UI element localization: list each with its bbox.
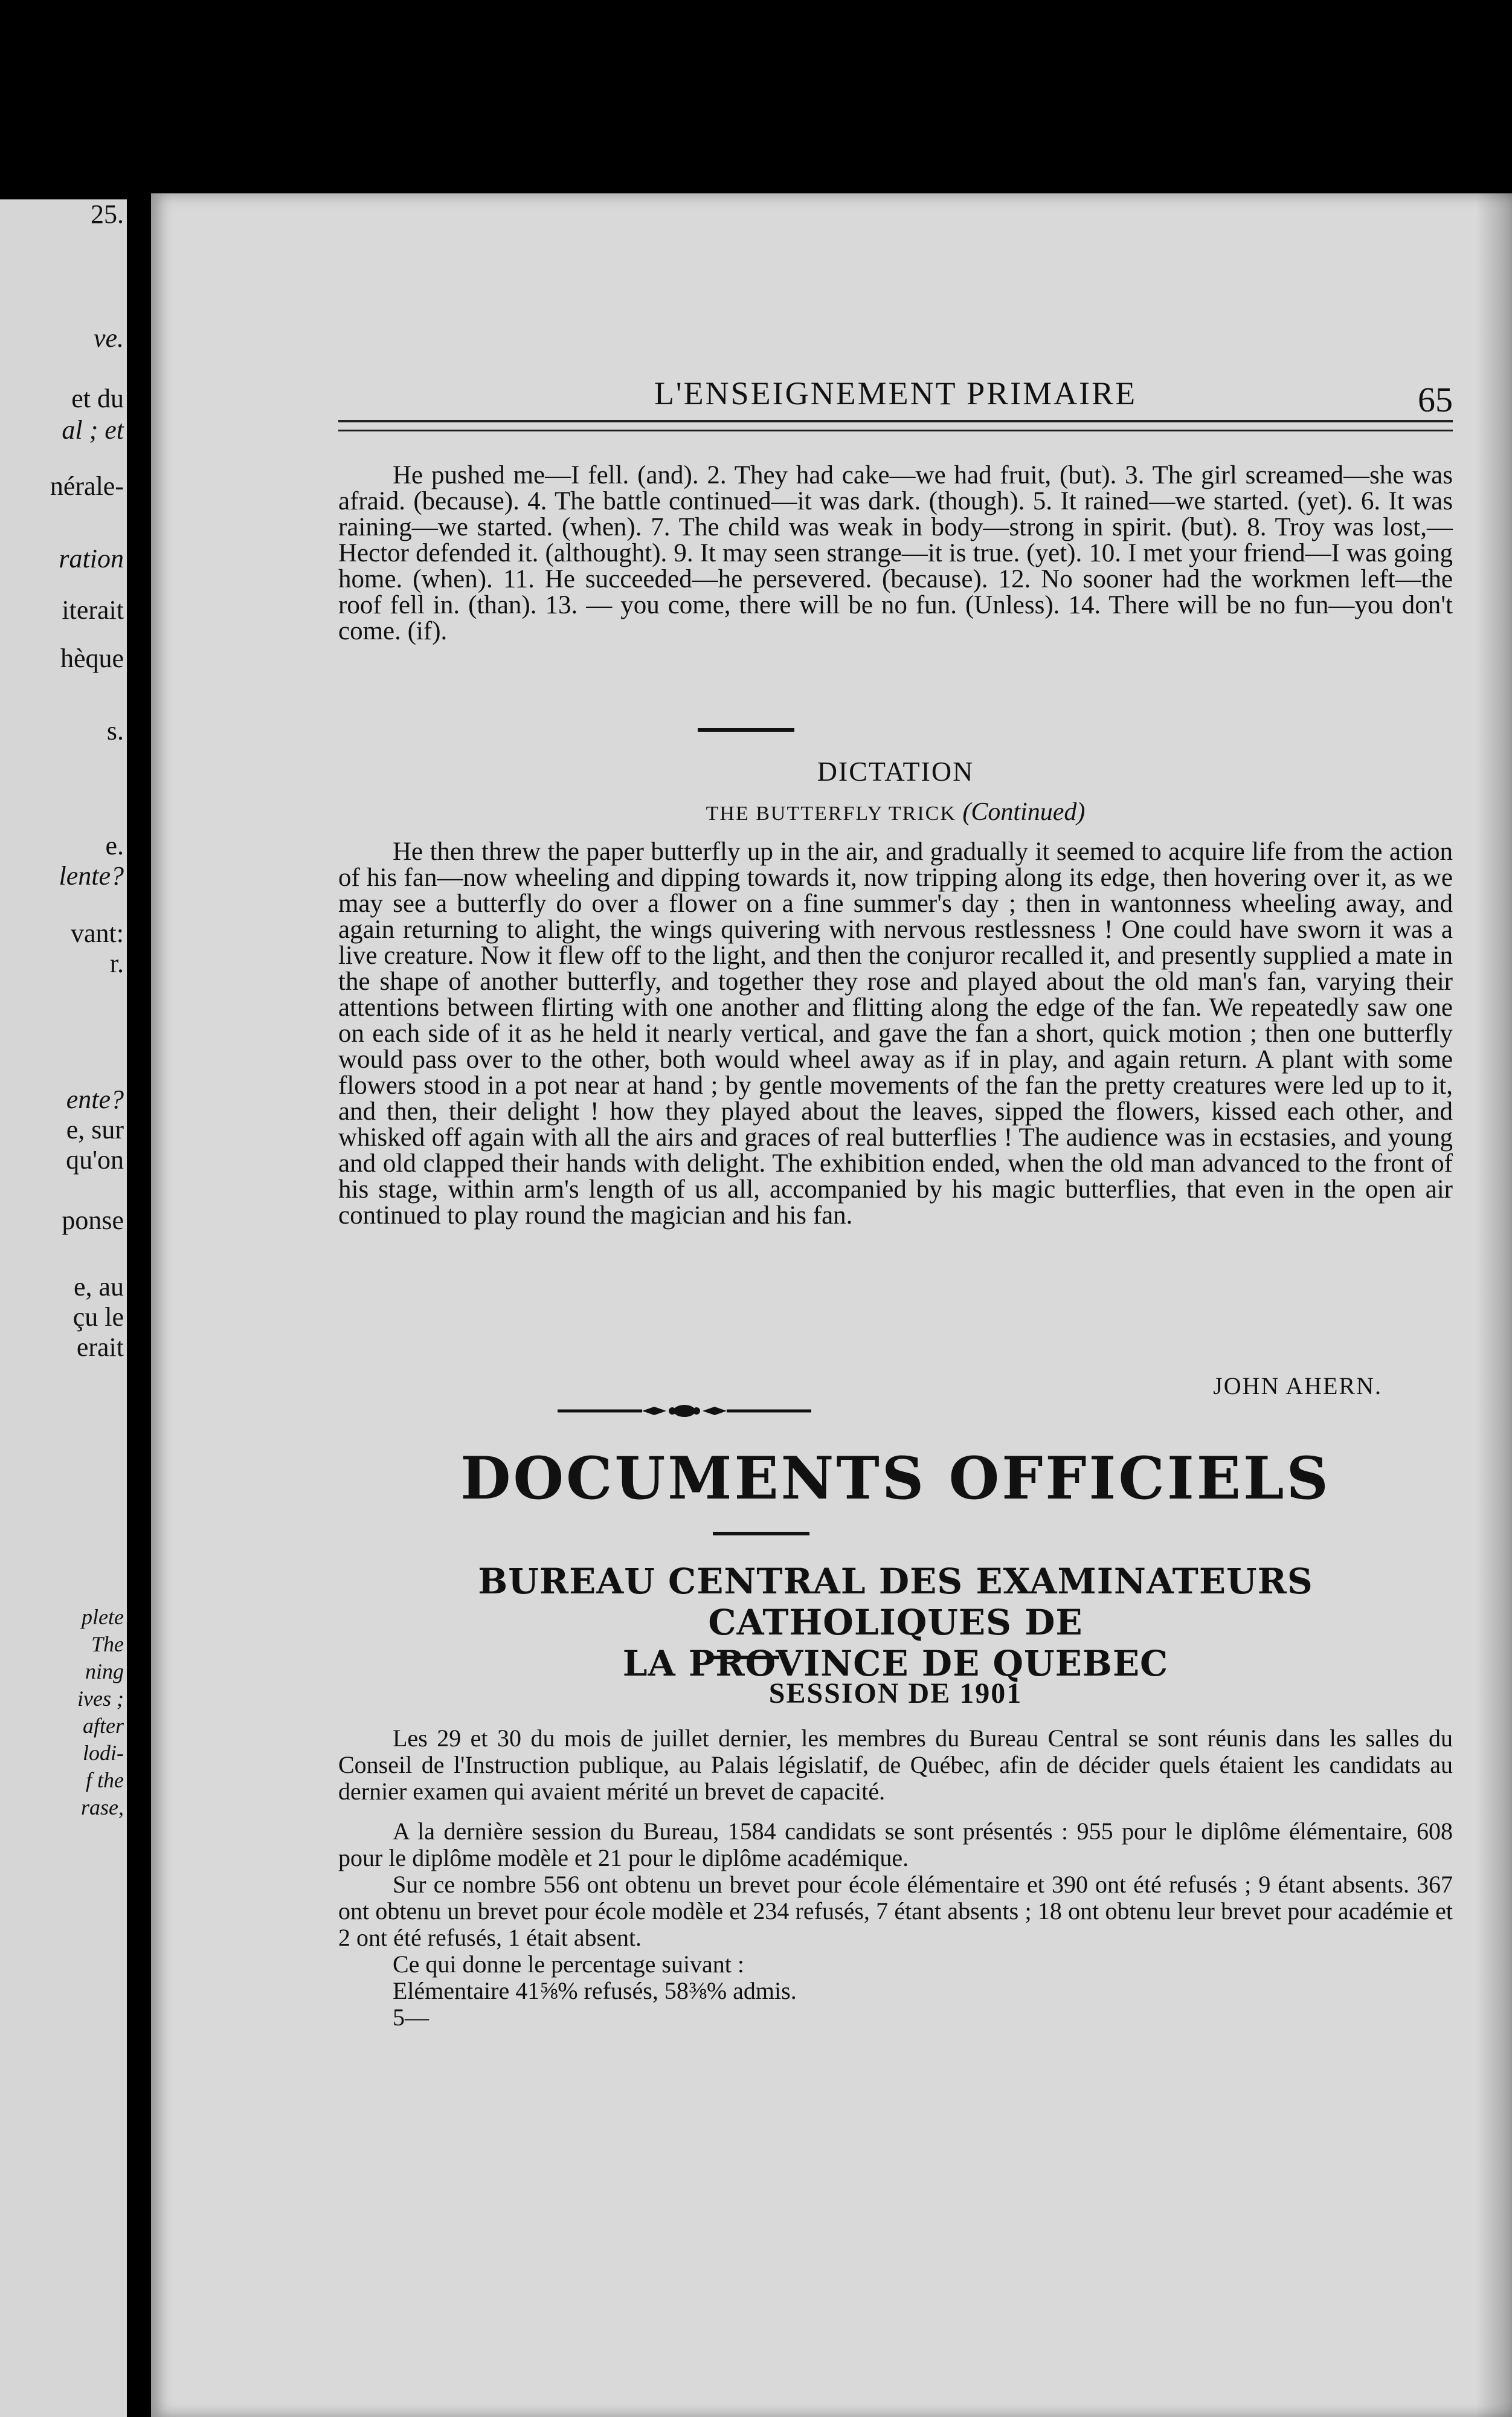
left-page-fragment: plete (82, 1605, 124, 1629)
author-signature: JOHN AHERN. (1213, 1372, 1382, 1399)
bureau-heading (338, 1561, 1453, 1684)
documents-paragraph-3: Sur ce nombre 556 ont obtenu un brevet pour école élémentaire et 390 ont été refusés ; 9 étant absents. 367 ont obtenu un brevet pour école modèle et 234 refusés, 7 étant absents ; 18 ont obtenu leur brevet pour académie et 2 ont été refusés, 1 était absent. (338, 1871, 1453, 1951)
left-page-fragment: ponse (62, 1205, 124, 1235)
separator-rule (698, 728, 794, 732)
left-page-fragment: The (91, 1632, 124, 1656)
documents-body (338, 1725, 1453, 2031)
documents-paragraph-4: Ce qui donne le percentage suivant : (393, 1951, 745, 1978)
left-page-fragment: e, sur (66, 1115, 124, 1144)
exercise-text: He pushed me—I fell. (and). 2. They had cake—we had fruit, (but). 3. The girl screamed—she was afraid. (because). 4. The battle continued—it was dark. (though). 5. It rained—we started. (yet). 6. It was raining—we started. (when). 7. The child was weak in body—strong in spirit. (but). 8. Troy was lost,—Hector defended it. (althought). 9. It may seen strange—it is true. (yet). 10. I met your friend—I was going home. (when). 11. He succeeded—he persevered. (because). 12. No sooner had the workmen left—the roof fell in. (than). 13. — you come, there will be no fun. (Unless). 14. There will be no fun—you don't come. (if). (338, 461, 1453, 645)
section-heading: DOCUMENTS OFFICIELS (460, 1444, 1331, 1512)
main-page (151, 193, 1512, 2417)
documents-paragraph-2: A la dernière session du Bureau, 1584 candidats se sont présentés : 955 pour le diplôme élémentaire, 608 pour le diplôme modèle et 21 pour le diplôme académique. (338, 1818, 1453, 1871)
butterfly-subtitle-text: THE BUTTERFLY TRICK (706, 802, 956, 825)
left-page-fragment: s. (106, 716, 124, 746)
left-page-fragment: ning (85, 1659, 124, 1683)
left-page-fragment: et du (71, 384, 124, 413)
left-page-fragment: iterait (62, 595, 124, 625)
section-heading-wrap (338, 1444, 1453, 1512)
bureau-rule (713, 1656, 779, 1659)
session-heading: SESSION DE 1901 (768, 1677, 1023, 1709)
left-page-fragment: e. (105, 831, 124, 860)
bureau-heading-line1: BUREAU CENTRAL DES EXAMINATEURS CATHOLIQUES DE (478, 1561, 1313, 1643)
left-page-fragment: r. (109, 949, 124, 978)
left-page-fragment: 25. (91, 199, 124, 229)
left-page-fragment: çu le (72, 1302, 124, 1332)
page-header-title: L'ENSEIGNEMENT PRIMAIRE (654, 375, 1137, 411)
left-page-fragment: e, au (73, 1272, 124, 1302)
left-page-edge (0, 199, 127, 2417)
left-page-fragment: vant: (71, 918, 124, 948)
left-page-fragment: erait (76, 1332, 124, 1362)
bureau-heading-line2: LA PROVINCE DE QUEBEC (622, 1643, 1169, 1684)
bureau-heading-wrap (338, 1561, 1453, 1684)
butterfly-subtitle-wrap (338, 798, 1453, 827)
page-number: 65 (1418, 380, 1453, 419)
signature-mark: 5— (393, 2004, 429, 2031)
left-page-fragment: after (83, 1714, 124, 1738)
butterfly-subtitle (706, 798, 1086, 826)
left-page-fragment: f the (86, 1768, 124, 1792)
left-page-fragment: ve. (93, 323, 124, 353)
header-rule (338, 420, 1453, 431)
left-page-fragment: al ; et (62, 415, 124, 445)
left-page-fragment: nérale- (50, 471, 124, 501)
dictation-body: He then threw the paper butterfly up in the air, and gradually it seemed to acquire life from the action of his fan—now wheeling and dipping towards it, now tripping along its edge, then hovering over it, as we may see a butterfly do over a flower on a fine summer's day ; then in wantonness wheeling away, and again returning to alight, the wings quivering with nervous restlessness ! One could have sworn it was a live creature. Now it flew off to the light, and then the conjuror recalled it, and presently supplied a mate in the shape of another butterfly, and together they rose and played about the old man's fan, varying their attentions between flirting with one another and flitting along the edge of the fan. We repeatedly saw one on each side of it as he held it nearly vertical, and gave the fan a short, quick motion ; then one butterfly would pass over to the other, both would wheel away as if in play, and again return. A plant with some flowers stood in a pot near at hand ; by gentle movements of the fan the pretty creatures were led up to it, and then, their delight ! how they played about the leaves, sipped the flowers, kissed each other, and whisked off again with all the airs and graces of real butterflies ! The audience was in ecstasies, and young and old clapped their hands with delight. The exhibition ended, when the old man advanced to the front of his stage, within arm's length of us all, accompanied by his magic butterflies, that even in the open air continued to play round the magician and his fan. (338, 837, 1453, 1230)
left-page-fragment: ente? (66, 1085, 124, 1114)
left-page-fragment: lente? (59, 861, 124, 891)
dictation-title-wrap (338, 755, 1453, 787)
butterfly-subtitle-note: (Continued) (962, 798, 1086, 826)
documents-paragraph-1: Les 29 et 30 du mois de juillet dernier, les membres du Bureau Central se sont réunis dans les salles du Conseil de l'Instruction publique, au Palais législatif, de Québec, afin de décider quels étaient les candidats au dernier examen qui avaient mérité un brevet de capacité. (338, 1725, 1453, 1805)
left-page-fragment: lodi- (83, 1741, 124, 1765)
left-page-fragment: ration (59, 544, 124, 573)
documents-paragraph-5: Elémentaire 41⅝% refusés, 58⅜% admis. (393, 1977, 797, 2004)
ornament-divider (558, 1402, 811, 1420)
session-heading-wrap (338, 1677, 1453, 1710)
left-page-fragment: hèque (60, 644, 124, 673)
dictation-title: DICTATION (817, 756, 974, 787)
left-page-fragment: rase, (81, 1795, 124, 1819)
heading-rule (713, 1532, 809, 1535)
left-page-fragment: qu'on (66, 1145, 124, 1175)
left-page-fragment: ives ; (77, 1686, 124, 1711)
